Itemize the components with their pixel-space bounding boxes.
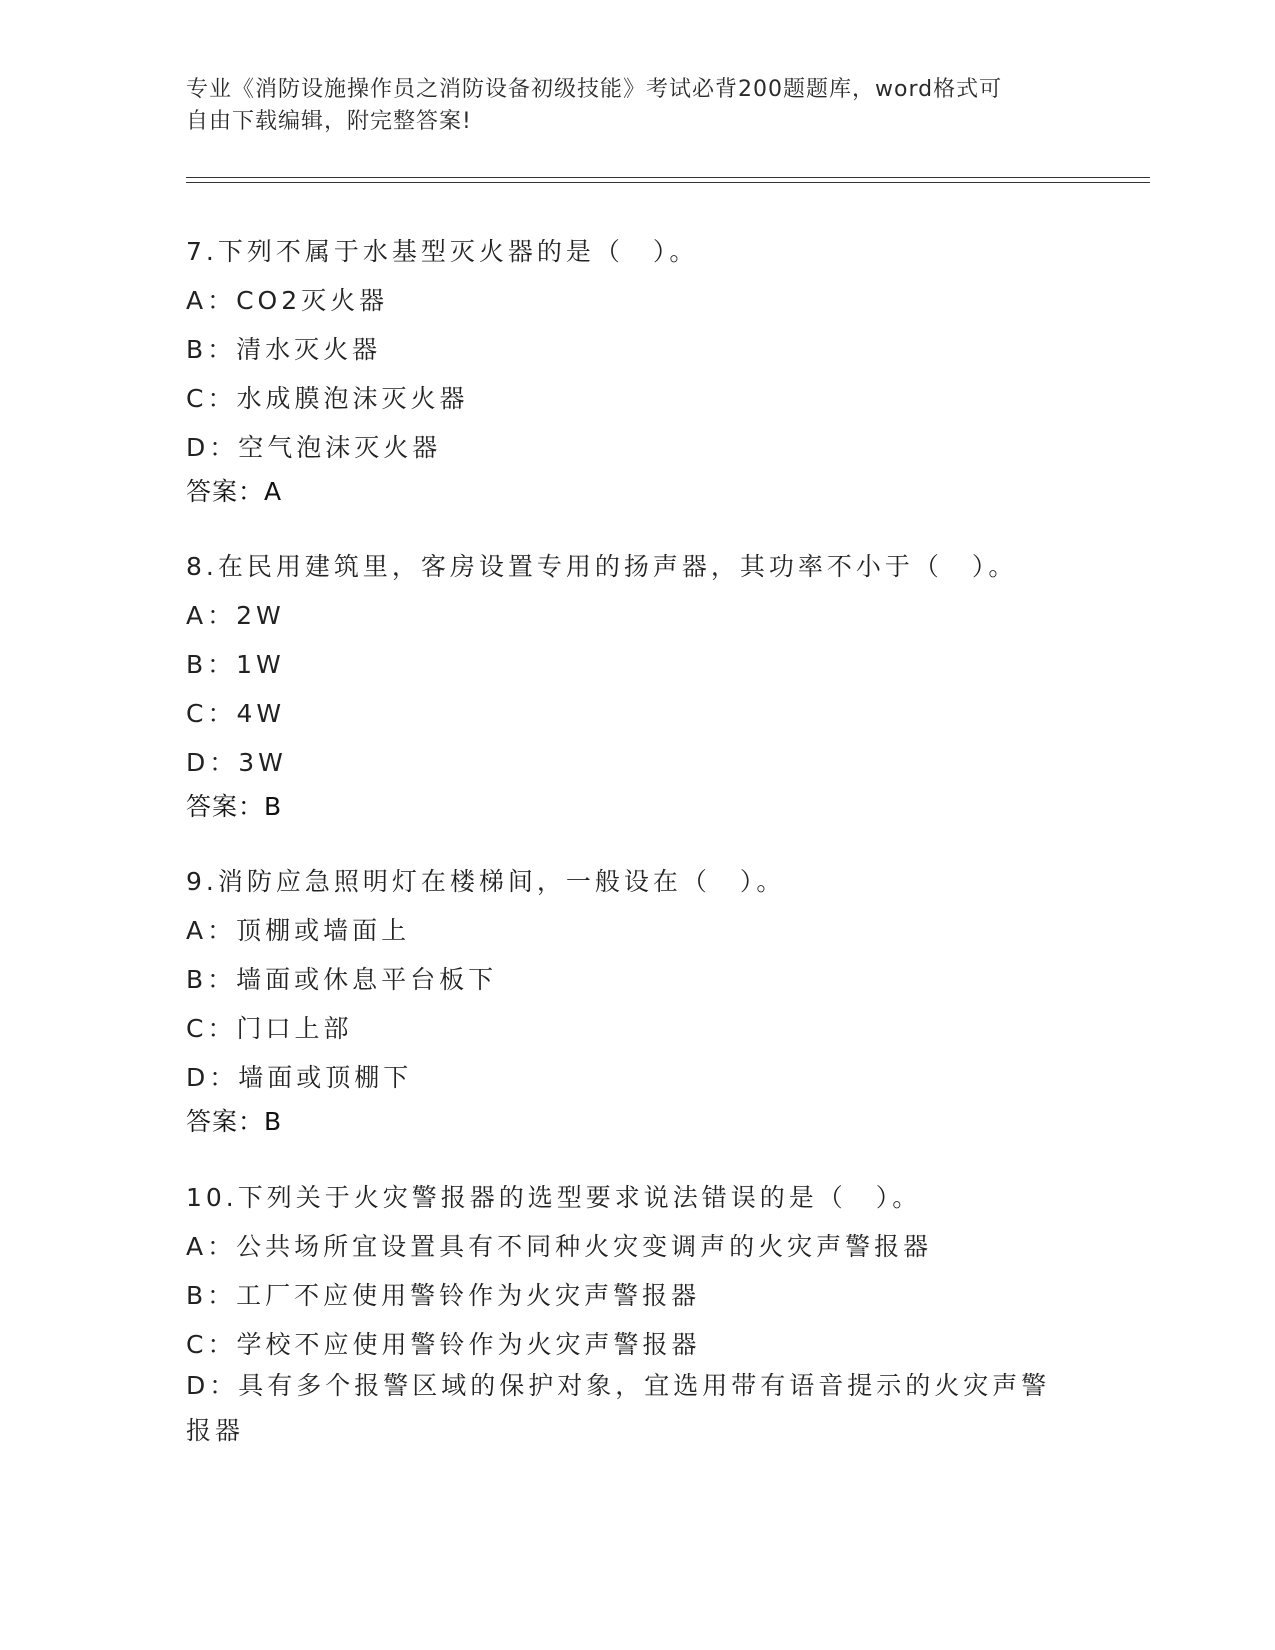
- document-header: [186, 74, 1066, 138]
- option-c: C：学校不应使用警铃作为火灾声警报器: [186, 1330, 701, 1359]
- option-c: C：4W: [186, 699, 286, 728]
- question-8: [186, 551, 1086, 823]
- option-b: B：墙面或休息平台板下: [186, 965, 498, 994]
- question-10: [186, 1182, 1086, 1453]
- option-d: D：墙面或顶棚下: [186, 1063, 413, 1092]
- option-c: C：水成膜泡沫灭火器: [186, 384, 469, 413]
- option-b: B：清水灭火器: [186, 335, 382, 364]
- option-b: B：1W: [186, 650, 285, 679]
- question-stem: 9.消防应急照明灯在楼梯间，一般设在（ ）。: [186, 867, 786, 896]
- header-divider-top: [186, 177, 1150, 178]
- answer-label: 答案：A: [186, 477, 283, 506]
- header-line-1: 专业《消防设施操作员之消防设备初级技能》考试必背200题题库，word格式可: [186, 77, 1003, 102]
- header-line-2: 自由下载编辑，附完整答案!: [186, 109, 472, 134]
- question-stem: 7.下列不属于水基型灭火器的是（ ）。: [186, 237, 699, 266]
- option-d: D：空气泡沫灭火器: [186, 433, 442, 462]
- option-d: D：3W: [186, 748, 287, 777]
- question-9: [186, 866, 1086, 1138]
- header-divider-bottom: [186, 182, 1150, 183]
- question-stem: 8.在民用建筑里，客房设置专用的扬声器，其功率不小于（ ）。: [186, 552, 1018, 581]
- option-d: D：具有多个报警区域的保护对象，宜选用带有语音提示的火灾声警报器: [186, 1371, 1051, 1445]
- option-a: A：公共场所宜设置具有不同种火灾变调声的火灾声警报器: [186, 1232, 933, 1261]
- option-b: B：工厂不应使用警铃作为火灾声警报器: [186, 1281, 701, 1310]
- option-a: A：2W: [186, 601, 285, 630]
- question-stem: 10.下列关于火灾警报器的选型要求说法错误的是（ ）。: [186, 1183, 922, 1212]
- option-a: A：顶棚或墙面上: [186, 916, 411, 945]
- option-c: C：门口上部: [186, 1014, 353, 1043]
- answer-label: 答案：B: [186, 1107, 283, 1136]
- question-7: [186, 236, 1086, 508]
- option-a: A：CO2灭火器: [186, 286, 389, 315]
- answer-label: 答案：B: [186, 792, 283, 821]
